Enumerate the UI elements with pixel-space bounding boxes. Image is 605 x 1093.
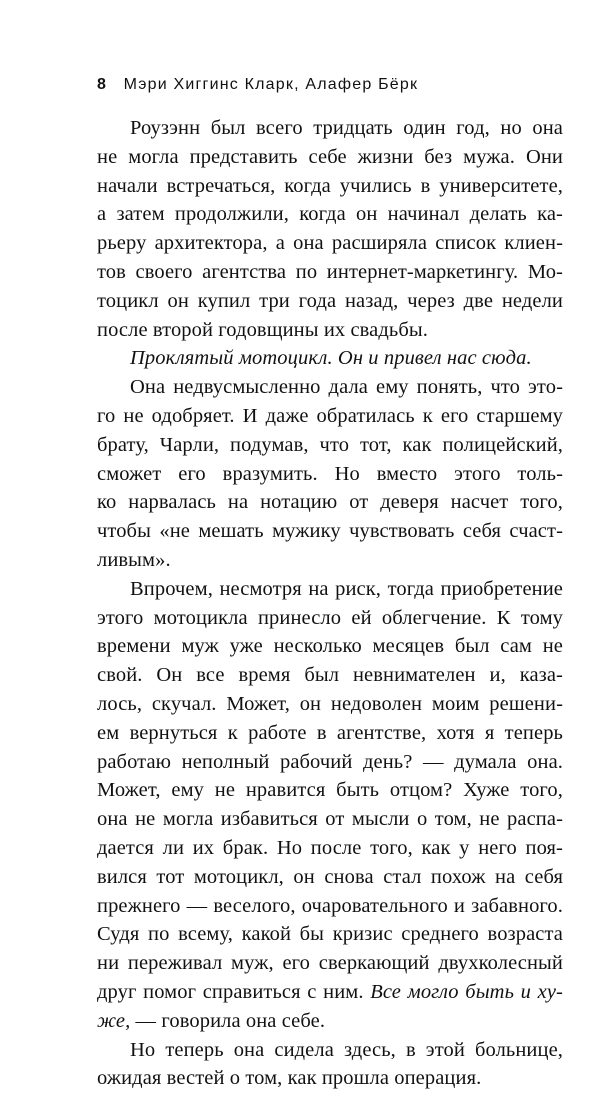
text-line-mixed <box>97 1007 563 1036</box>
text-line: вился тот мотоцикл, он снова стал похож на себя <box>97 865 563 888</box>
text-line: этого мотоцикла принесло ей облегчение. К тому <box>97 606 563 629</box>
text-line: Судя по всему, какой бы кризис среднего возраста <box>97 923 563 946</box>
text-line: начали встречаться, когда учились в университете, <box>97 174 563 197</box>
text-line: свой. Он все время был невнимателен и, каза- <box>97 664 563 687</box>
italic-text: Все могло быть и ху- <box>370 980 563 1003</box>
text-segment: друг помог справиться с ним. <box>97 980 371 1003</box>
text-line-italic <box>97 344 563 373</box>
text-line: Но теперь она сидела здесь, в этой больнице, <box>130 1038 563 1061</box>
text-line: Роузэнн был всего тридцать один год, но она <box>130 117 563 139</box>
text-line: лось, скучал. Может, он недоволен моим решени- <box>97 692 563 715</box>
text-line-mixed <box>97 978 563 1007</box>
text-line: Она недвусмысленно дала ему понять, что это- <box>130 376 563 399</box>
text-line: сможет его вразумить. Но вместо этого толь- <box>97 462 563 485</box>
text-line: ни переживал муж, его сверкающий двухколесный <box>97 952 563 975</box>
text-line: ко нарвалась на нотацию от деверя насчет того, <box>97 491 563 514</box>
text-line: работаю неполный рабочий день? — думала она. <box>97 750 563 773</box>
text-line: не могла представить себе жизни без мужа. Они <box>97 145 563 168</box>
italic-text: Проклятый мотоцикл. Он и привел нас сюда. <box>130 347 532 370</box>
text-line: чтобы «не мешать мужику чувствовать себя счаст- <box>97 520 563 543</box>
text-line: ожидая вестей о том, как прошла операция. <box>97 1067 482 1090</box>
text-line: времени муж уже несколько месяцев был сам не <box>97 635 563 658</box>
text-line: го не одобряет. И даже обратилась к его старшему <box>97 404 563 427</box>
text-line: тов своего агентства по интернет-маркетингу. Мо- <box>97 260 563 283</box>
italic-text: же, <box>97 1009 131 1032</box>
page-number: 8 <box>97 76 106 93</box>
text-line: ливым». <box>97 548 171 571</box>
text-line: тоцикл он купил три года назад, через две недели <box>97 289 563 312</box>
body-text <box>97 114 563 1093</box>
text-segment: — говорила она себе. <box>130 1009 326 1032</box>
text-line: прежнего — веселого, очаровательного и забавного. <box>97 894 563 917</box>
running-header <box>97 76 418 94</box>
text-line: ем вернуться к работе в агентстве, хотя я теперь <box>97 721 563 744</box>
text-line: рьеру архитектора, а она расширяла список клиен- <box>97 232 563 255</box>
text-line: дается ли их брак. Но после того, как у него поя- <box>97 836 563 859</box>
text-line: она не могла избавиться от мысли о том, не распа- <box>97 808 563 831</box>
text-line: Впрочем, несмотря на риск, тогда приобретение <box>130 577 563 600</box>
text-line: брату, Чарли, подумав, что тот, как полицейский, <box>97 433 563 456</box>
text-line: Может, ему не нравится быть отцом? Хуже того, <box>97 779 563 802</box>
text-line: после второй годовщины их свадьбы. <box>97 318 428 341</box>
text-line: а затем продолжили, когда он начинал делать ка- <box>97 203 563 226</box>
running-title: Мэри Хиггинс Кларк, Алафер Бёрк <box>123 76 419 93</box>
